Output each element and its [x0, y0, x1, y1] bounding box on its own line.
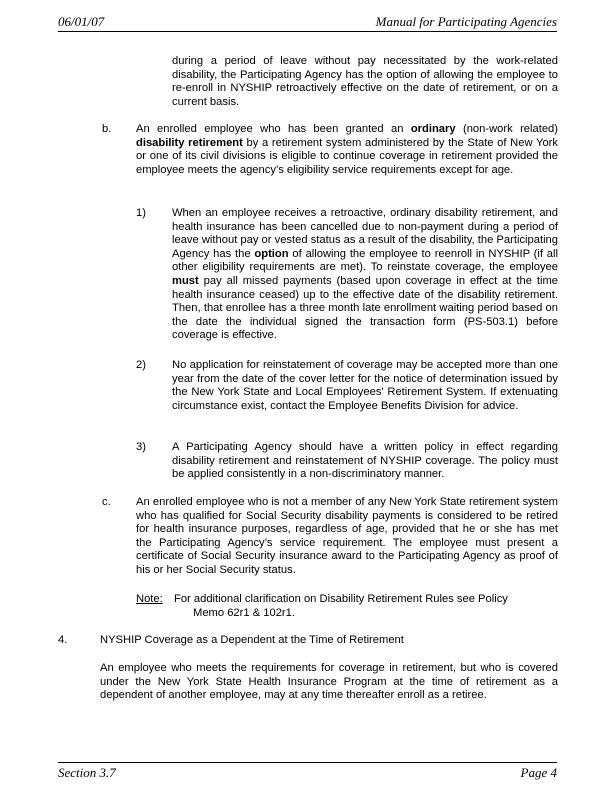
section4-heading: NYSHIP Coverage as a Dependent at the Time of Retirement [100, 634, 404, 646]
continued-paragraph: during a period of leave without pay necessitated by the work-related disability, the Participating Agency has the option of allowing the employee to re-enroll in NYSHIP retroactively effective on the date of retirement, or on a current basis. [172, 55, 558, 108]
item-b-label: b. [102, 123, 112, 135]
sub3-label: 3) [136, 441, 146, 453]
section4-paragraph: An employee who meets the requirements for coverage in retirement, but who is covered under the New York State Health Insurance Program at the time of retirement as a dependent of another employee, may at any time thereafter enroll as a retiree. [100, 662, 558, 702]
note-line1: For additional clarification on Disability Retirement Rules see Policy [174, 593, 508, 605]
sub3-paragraph: A Participating Agency should have a written policy in effect regarding disability retirement and reinstatement of NYSHIP coverage. The policy must be applied consistently in a non-discriminatory manner. [172, 441, 558, 481]
note-line2: Memo 62r1 & 102r1. [193, 607, 295, 619]
sub1-paragraph: When an employee receives a retroactive, ordinary disability retirement, and health insurance has been cancelled due to non-payment during a period of leave without pay or vested status as a result of the disability, the Participating Agency has the option of allowing the employee to reenroll in NYSHIP (if all other eligibility requirements are met). To reinstate coverage, the employee must pay all missed payments (based upon coverage in effect at the time health insurance ceased) up to the effective date of the disability retirement. Then, that enrollee has a three month late enrollment waiting period based on the date the individual signed the transaction form (PS-503.1) before coverage is effective. [172, 207, 558, 342]
footer-section: Section 3.7 [58, 765, 116, 780]
item-b-paragraph: An enrolled employee who has been granted an ordinary (non-work related) disability retirement by a retirement system administered by the State of New York or one of its civil divisions is eligible to continue coverage in retirement provided the employee meets the agency’s eligibility service requirements except for age. [136, 123, 559, 176]
header-date: 06/01/07 [58, 14, 105, 29]
sub1-label: 1) [136, 207, 146, 219]
item-c-label: c. [102, 496, 111, 508]
sub2-label: 2) [136, 359, 146, 371]
footer-page-number: Page 4 [520, 765, 557, 780]
item-c-paragraph: An enrolled employee who is not a member of any New York State retirement system who has qualified for Social Security disability payments is considered to be retired for health insurance purposes, regardless of age, provided that he or she has met the Participating Agency’s service requirement. The employee must present a certificate of Social Security insurance award to the Participating Agency as proof of his or her Social Security status. [136, 496, 558, 576]
note-label: Note: [136, 593, 163, 605]
section4-label: 4. [58, 634, 68, 646]
page-header [58, 14, 557, 32]
header-title: Manual for Participating Agencies [375, 14, 557, 29]
sub2-paragraph: No application for reinstatement of coverage may be accepted more than one year from the date of the cover letter for the notice of determination issued by the New York State and Local Employees' Retirement System. If extenuating circumstance exist, contact the Employee Benefits Division for advice. [172, 359, 558, 412]
page-footer [58, 762, 557, 782]
